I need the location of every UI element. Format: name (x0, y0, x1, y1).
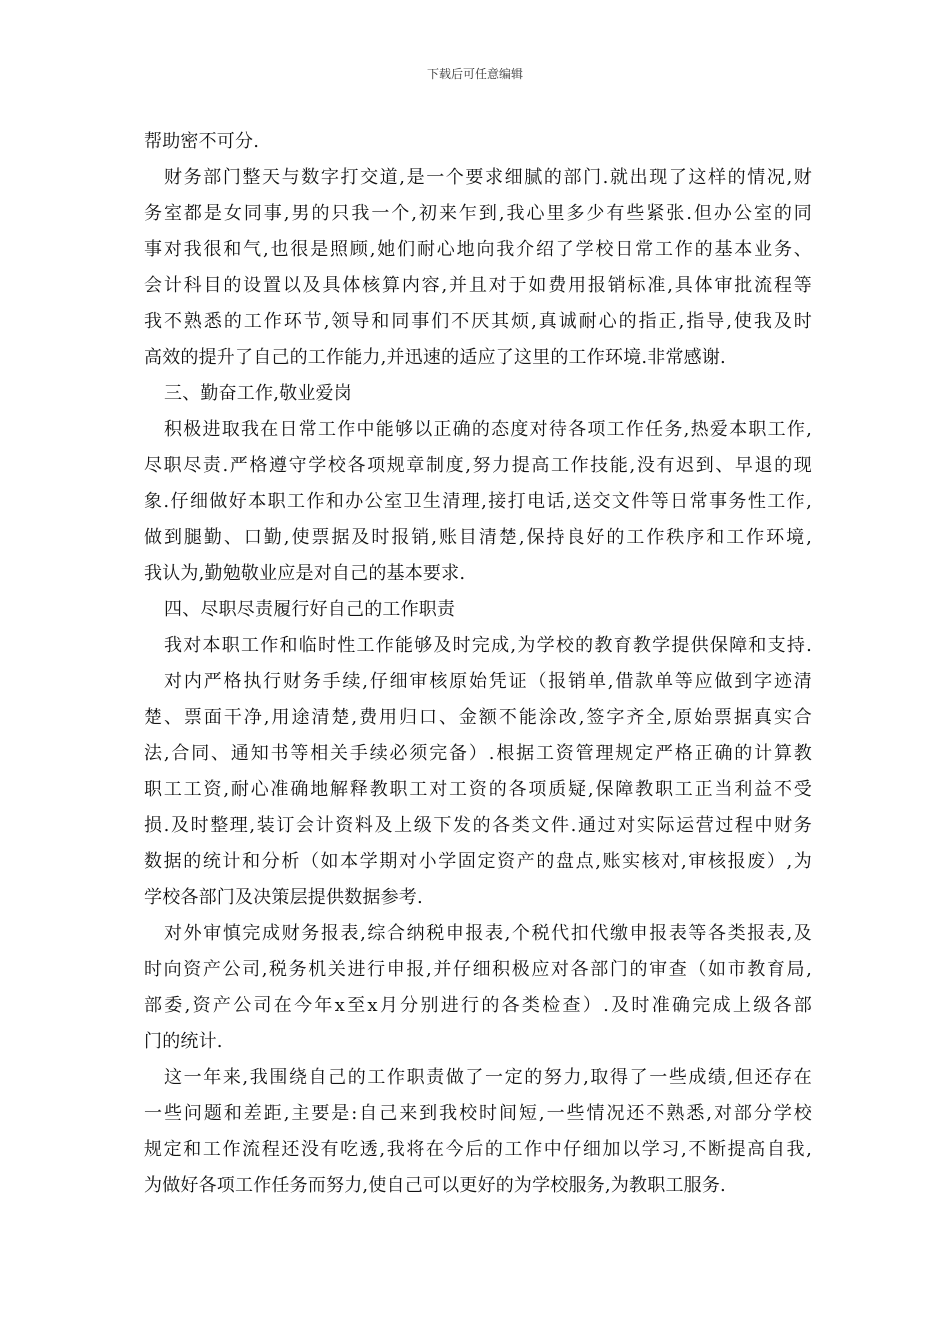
page-header: 下载后可任意编辑 (426, 67, 523, 81)
text-line: 学校各部门及决策层提供数据参考. (144, 887, 423, 908)
text-line: 帮助密不可分. (144, 131, 260, 152)
text-line: 规定和工作流程还没有吃透,我将在今后的工作中仔细加以学习,不断提高自我, (144, 1139, 812, 1160)
text-line: 会计科目的设置以及具体核算内容,并且对于如费用报销标准,具体审批流程等 (144, 275, 812, 296)
text-line: 我对本职工作和临时性工作能够及时完成,为学校的教育教学提供保障和支持. (164, 635, 812, 656)
text-line: 象.仔细做好本职工作和办公室卫生清理,接打电话,送交文件等日常事务性工作, (144, 491, 812, 512)
text-line: 我不熟悉的工作环节,领导和同事们不厌其烦,真诚耐心的指正,指导,使我及时 (144, 311, 812, 332)
text-line: 我认为,勤勉敬业应是对自己的基本要求. (144, 563, 466, 584)
document-body (144, 124, 812, 1204)
text-line: 门的统计. (144, 1031, 223, 1052)
text-line: 做到腿勤、口勤,使票据及时报销,账目清楚,保持良好的工作秩序和工作环境, (144, 527, 812, 548)
text-line: 一些问题和差距,主要是:自己来到我校时间短,一些情况还不熟悉,对部分学校 (144, 1103, 812, 1124)
text-line: 为做好各项工作任务而努力,使自己可以更好的为学校服务,为教职工服务. (144, 1175, 726, 1196)
text-line: 对内严格执行财务手续,仔细审核原始凭证（报销单,借款单等应做到字迹清 (164, 671, 812, 692)
text-line: 数据的统计和分析（如本学期对小学固定资产的盘点,账实核对,审核报废）,为 (144, 851, 812, 872)
text-line: 财务部门整天与数字打交道,是一个要求细腻的部门.就出现了这样的情况,财 (164, 167, 812, 188)
text-line: 积极进取我在日常工作中能够以正确的态度对待各项工作任务,热爱本职工作, (164, 419, 812, 440)
text-line: 高效的提升了自己的工作能力,并迅速的适应了这里的工作环境.非常感谢. (144, 347, 726, 368)
text-line: 务室都是女同事,男的只我一个,初来乍到,我心里多少有些紧张.但办公室的同 (144, 203, 812, 224)
text-line: 损.及时整理,装订会计资料及上级下发的各类文件.通过对实际运营过程中财务 (144, 815, 812, 836)
text-line: 楚、票面干净,用途清楚,费用归口、金额不能涂改,签字齐全,原始票据真实合 (144, 707, 812, 728)
text-line: 职工工资,耐心准确地解释教职工对工资的各项质疑,保障教职工正当利益不受 (144, 779, 812, 800)
text-line: 这一年来,我围绕自己的工作职责做了一定的努力,取得了一些成绩,但还存在 (164, 1067, 812, 1088)
section-heading: 三、勤奋工作,敬业爱岗 (164, 383, 352, 404)
text-line: 法,合同、通知书等相关手续必须完备）.根据工资管理规定严格正确的计算教 (144, 743, 812, 764)
section-heading: 四、尽职尽责履行好自己的工作职责 (164, 599, 456, 620)
text-line: 对外审慎完成财务报表,综合纳税申报表,个税代扣代缴申报表等各类报表,及 (164, 923, 812, 944)
text-line: 尽职尽责.严格遵守学校各项规章制度,努力提高工作技能,没有迟到、早退的现 (144, 455, 812, 476)
text-line: 部委,资产公司在今年x至x月分别进行的各类检查）.及时准确完成上级各部 (144, 995, 812, 1016)
text-line: 事对我很和气,也很是照顾,她们耐心地向我介绍了学校日常工作的基本业务、 (144, 239, 812, 260)
text-line: 时向资产公司,税务机关进行申报,并仔细积极应对各部门的审查（如市教育局, (144, 959, 812, 980)
